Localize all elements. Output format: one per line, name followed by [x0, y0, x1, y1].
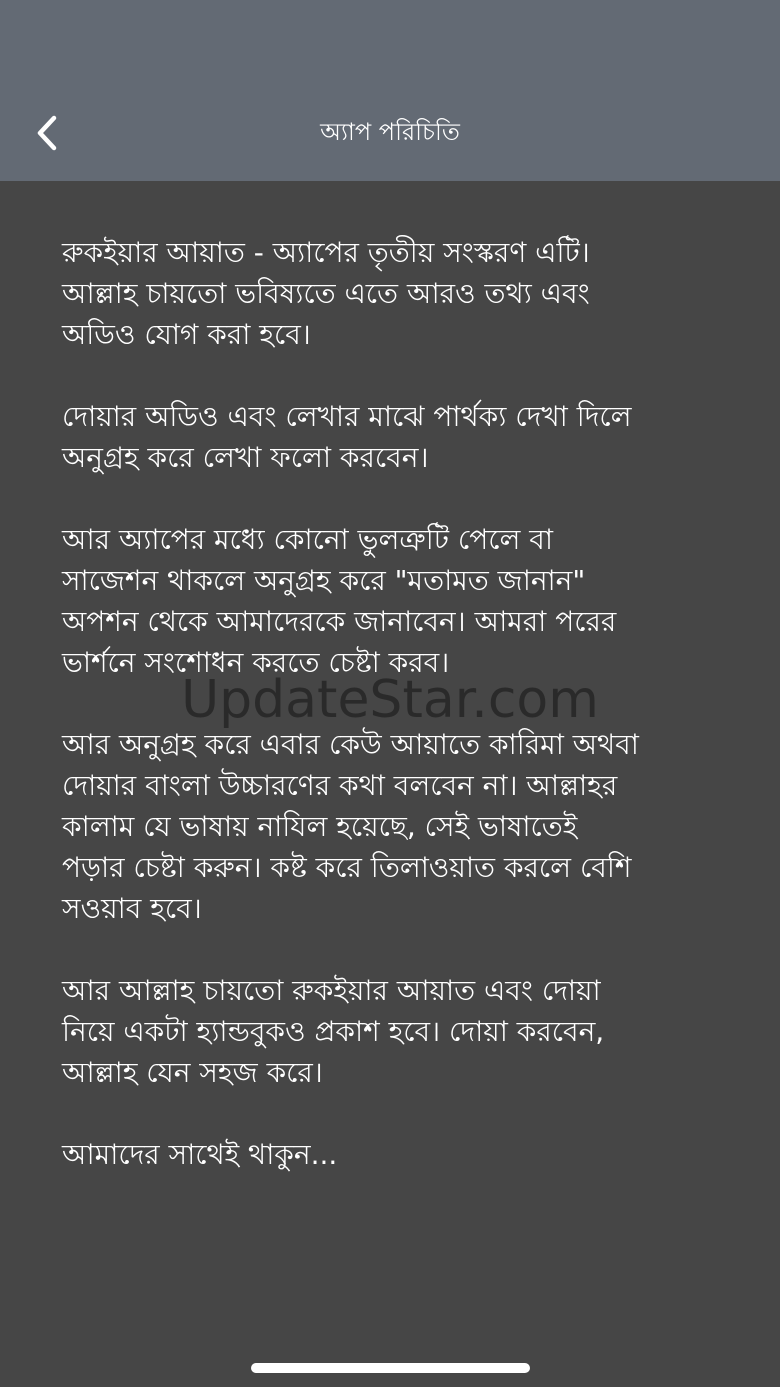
handbook-paragraph: আর আল্লাহ চায়তো রুকইয়ার আয়াত এবং দোয়া নিয়ে একটা হ্যান্ডবুকও প্রকাশ হবে। দোয়া করবেন, আল্লাহ যেন সহজ করে।: [62, 974, 605, 1089]
closing-paragraph: আমাদের সাথেই থাকুন...: [62, 1138, 338, 1171]
intro-paragraph: রুকইয়ার আয়াত - অ্যাপের তৃতীয় সংস্করণ এটি। আল্লাহ চায়তো ভবিষ্যতে এতে আরও তথ্য এবং অডিও যোগ করা হবে।: [62, 236, 590, 351]
navigation-bar: [0, 0, 780, 181]
page-title: অ্যাপ পরিচিতি: [320, 118, 460, 146]
watermark: UpdateStar.com: [181, 670, 599, 730]
recitation-paragraph: আর অনুগ্রহ করে এবার কেউ আয়াতে কারিমা অথবা দোয়ার বাংলা উচ্চারণের কথা বলবেন না। আল্লাহর কালাম যে ভাষায় নাযিল হয়েছে, সেই ভাষাতেই পড়ার চেষ্টা করুন। কষ্ট করে তিলাওয়াত করলে বেশি সওয়াব হবে।: [62, 728, 639, 925]
about-content: [62, 232, 722, 1216]
audio-text-note-paragraph: দোয়ার অডিও এবং লেখার মাঝে পার্থক্য দেখা দিলে অনুগ্রহ করে লেখা ফলো করবেন।: [62, 400, 632, 474]
feedback-paragraph: আর অ্যাপের মধ্যে কোনো ভুলত্রুটি পেলে বা সাজেশন থাকলে অনুগ্রহ করে "মতামত জানান" অপশন থেকে আমাদেরকে জানাবেন। আমরা পরের ভার্শনে সংশোধন করতে চেষ্টা করব।: [62, 523, 617, 679]
home-indicator[interactable]: [251, 1363, 530, 1373]
